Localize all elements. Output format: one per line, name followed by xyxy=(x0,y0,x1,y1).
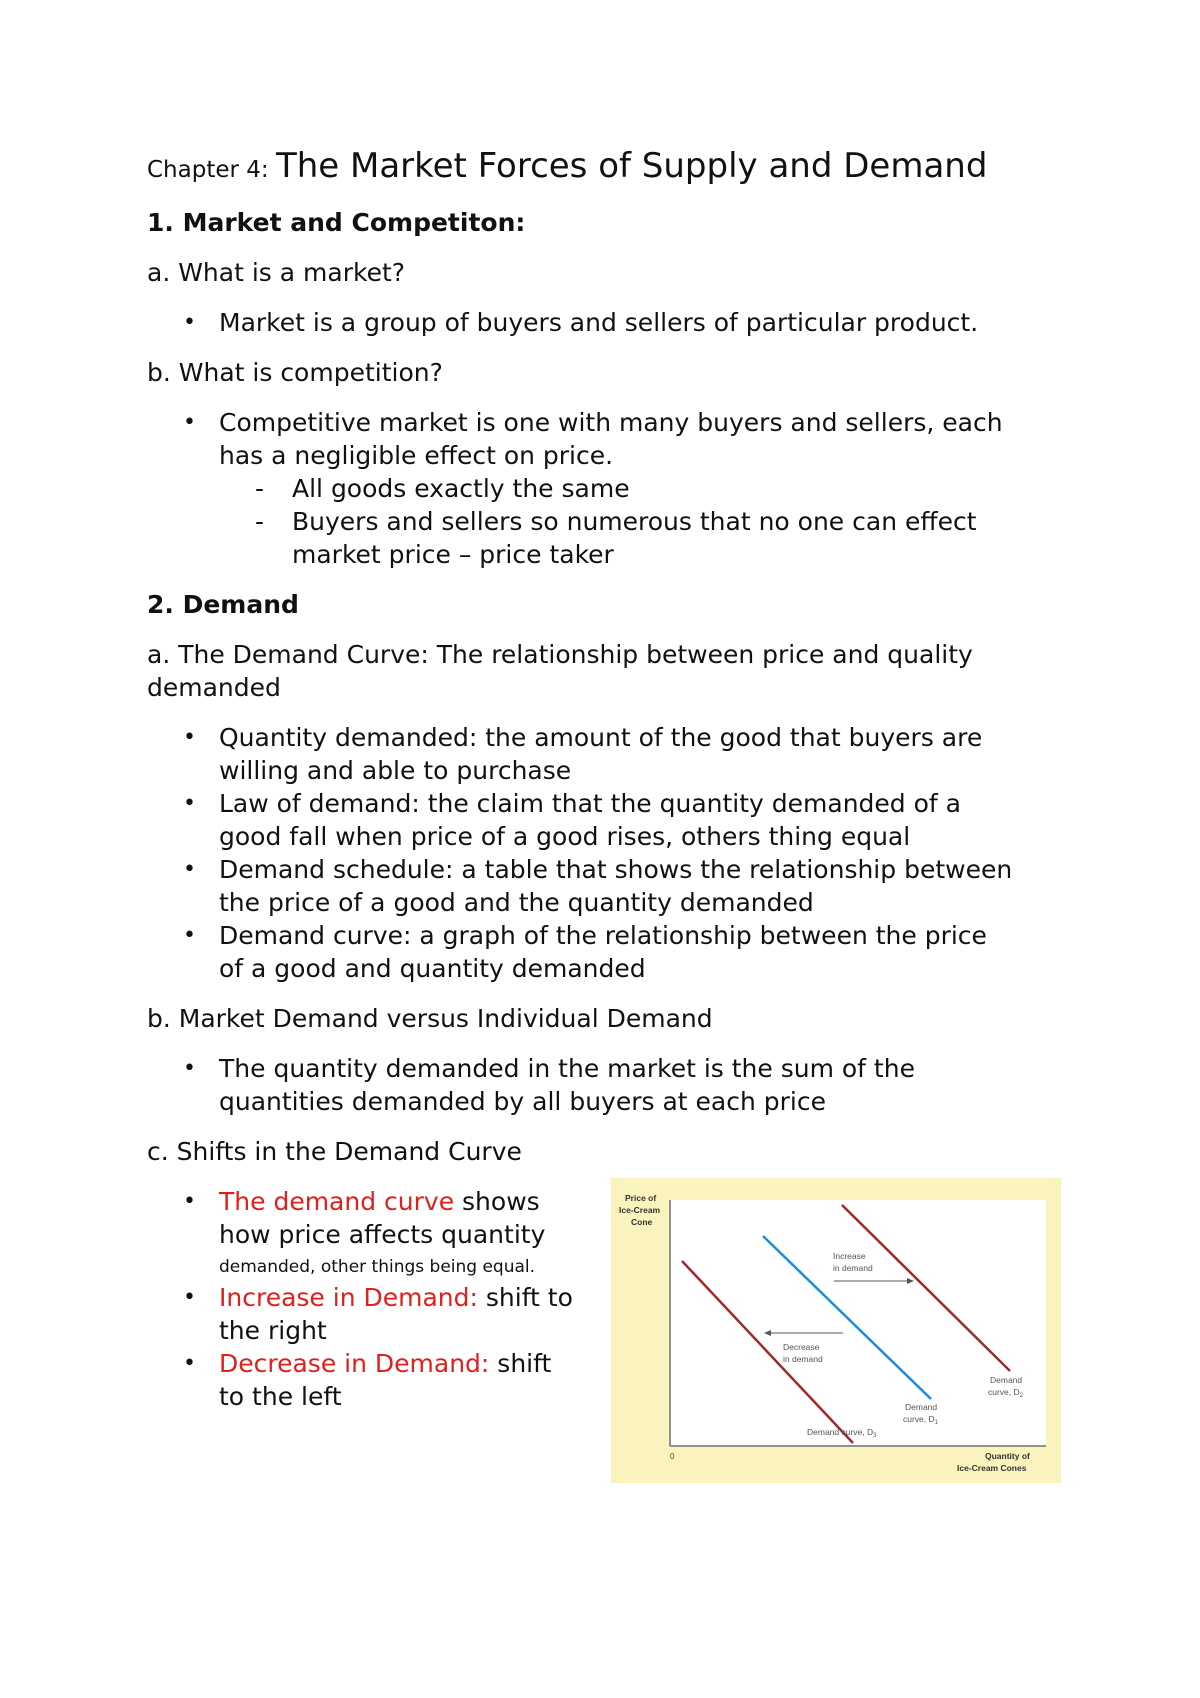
demand-shift-figure xyxy=(611,1178,1061,1483)
bullet-decrease-line1: Decrease in Demand: shift xyxy=(219,1349,552,1378)
question-what-is-market: a. What is a market? xyxy=(147,258,406,287)
bullet-dot-icon: • xyxy=(183,1351,196,1376)
curve-d1-label-line1: Demand xyxy=(905,1402,938,1412)
bullet-quantity-demanded-line1: Quantity demanded: the amount of the good that buyers are xyxy=(219,723,983,752)
question-what-is-competition: b. What is competition? xyxy=(147,358,443,387)
bullet-dot-icon: • xyxy=(183,791,196,816)
bullet-quantity-demanded-line2: willing and able to purchase xyxy=(219,756,572,785)
bullet-demand-curve-line2: of a good and quantity demanded xyxy=(219,954,646,983)
highlight-term: Decrease in Demand: xyxy=(219,1349,490,1378)
subheading-shifts: c. Shifts in the Demand Curve xyxy=(147,1137,522,1166)
bullet-dot-icon: • xyxy=(183,1189,196,1214)
answer-competition-line2: has a negligible effect on price. xyxy=(219,441,614,470)
dash-item-price-taker-line1: Buyers and sellers so numerous that no one can effect xyxy=(292,507,977,536)
bullet-market-demand-line2: quantities demanded by all buyers at each price xyxy=(219,1087,826,1116)
answer-market: Market is a group of buyers and sellers of particular product. xyxy=(219,308,979,337)
bullet-demand-curve-shows-line1: The demand curve shows xyxy=(219,1187,540,1216)
dash-item-price-taker-line2: market price – price taker xyxy=(292,540,614,569)
answer-competition-line1: Competitive market is one with many buyers and sellers, each xyxy=(219,408,1003,437)
bullet-dot-icon: • xyxy=(183,1056,196,1081)
bullet-demand-curve-line1: Demand curve: a graph of the relationship between the price xyxy=(219,921,987,950)
bullet-increase-line2: the right xyxy=(219,1316,327,1345)
bullet-decrease-line2: to the left xyxy=(219,1382,342,1411)
subheading-demand-curve-line1: a. The Demand Curve: The relationship between price and quality xyxy=(147,640,973,669)
subheading-demand-curve-line2: demanded xyxy=(147,673,281,702)
y-axis-label-line1: Price of xyxy=(625,1193,657,1203)
bullet-dot-icon: • xyxy=(183,310,196,335)
section-1-heading: 1. Market and Competiton: xyxy=(147,208,526,237)
bullet-demand-schedule-line1: Demand schedule: a table that shows the relationship between xyxy=(219,855,1013,884)
bullet-law-of-demand-line1: Law of demand: the claim that the quantity demanded of a xyxy=(219,789,961,818)
bullet-law-of-demand-line2: good fall when price of a good rises, others thing equal xyxy=(219,822,911,851)
document-title xyxy=(147,146,988,187)
origin-label: 0 xyxy=(670,1452,675,1461)
x-axis-label-line1: Quantity of xyxy=(985,1451,1030,1461)
highlight-term: Increase in Demand: xyxy=(219,1283,478,1312)
decrease-label-line2: in demand xyxy=(783,1354,823,1364)
dash-marker: - xyxy=(255,507,265,536)
bullet-dot-icon: • xyxy=(183,857,196,882)
bullet-dot-icon: • xyxy=(183,410,196,435)
title-main: The Market Forces of Supply and Demand xyxy=(275,146,988,186)
title-prefix: Chapter 4: xyxy=(147,157,276,183)
bullet-dot-icon: • xyxy=(183,1285,196,1310)
curve-d2-label-line1: Demand xyxy=(990,1375,1023,1385)
bullet-demand-curve-shows-line3: demanded, other things being equal. xyxy=(219,1257,536,1277)
plot-area xyxy=(670,1200,1046,1446)
highlight-term: The demand curve xyxy=(219,1187,455,1216)
dash-item-same-goods: All goods exactly the same xyxy=(292,474,630,503)
dash-marker: - xyxy=(255,474,265,503)
y-axis-label-line2: Ice-Cream xyxy=(619,1205,661,1215)
section-2-heading: 2. Demand xyxy=(147,590,299,619)
bullet-dot-icon: • xyxy=(183,725,196,750)
bullet-demand-schedule-line2: the price of a good and the quantity demanded xyxy=(219,888,814,917)
x-axis-label-line2: Ice-Cream Cones xyxy=(957,1463,1027,1473)
bullet-dot-icon: • xyxy=(183,923,196,948)
subheading-market-vs-individual: b. Market Demand versus Individual Demand xyxy=(147,1004,713,1033)
increase-label-line1: Increase xyxy=(833,1251,866,1261)
increase-label-line2: in demand xyxy=(833,1263,873,1273)
bullet-market-demand-line1: The quantity demanded in the market is the sum of the xyxy=(219,1054,915,1083)
y-axis-label-line3: Cone xyxy=(631,1217,653,1227)
bullet-demand-curve-shows-line2: how price affects quantity xyxy=(219,1220,546,1249)
bullet-increase-line1: Increase in Demand: shift to xyxy=(219,1283,573,1312)
decrease-label-line1: Decrease xyxy=(783,1342,820,1352)
curve-d3-label: Demand curve, $D_3$ xyxy=(807,1427,877,1439)
curve-d1-label-line2: curve, $D_1$ xyxy=(903,1414,938,1426)
curve-d2-label-line2: curve, $D_2$ xyxy=(988,1387,1023,1399)
